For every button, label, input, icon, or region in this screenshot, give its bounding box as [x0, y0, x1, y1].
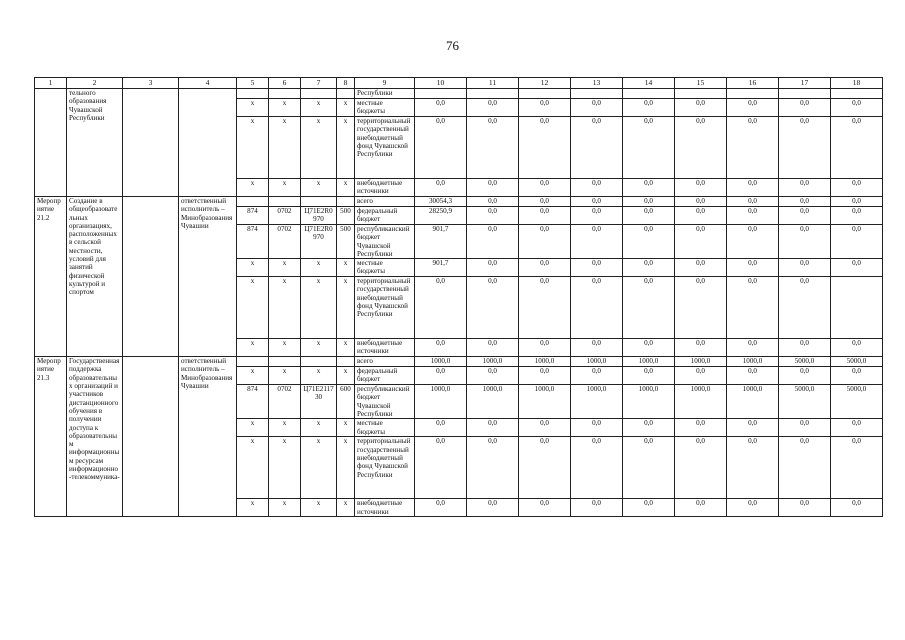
amount-cell: 0,0 — [571, 225, 623, 259]
expense-type-cell: 500 — [337, 207, 355, 225]
grbs-cell: x — [237, 339, 269, 357]
amount-cell: 0,0 — [467, 277, 519, 339]
amount-cell: 901,7 — [415, 225, 467, 259]
amount-cell: 0,0 — [571, 499, 623, 517]
grbs-cell: x — [237, 99, 269, 117]
page-number: 76 — [446, 38, 459, 53]
amount-cell: 0,0 — [727, 259, 779, 277]
section-code-cell: x — [269, 117, 301, 179]
header-cell: 12 — [519, 78, 571, 89]
amount-cell: 0,0 — [415, 419, 467, 437]
amount-cell: 0,0 — [519, 179, 571, 197]
amount-cell: 0,0 — [415, 499, 467, 517]
amount-cell: 0,0 — [519, 225, 571, 259]
amount-cell: 0,0 — [623, 277, 675, 339]
amount-cell: 0,0 — [467, 225, 519, 259]
funding-source-cell: территориальный государственный внебюджетный фонд Чувашской Республики — [355, 437, 415, 499]
header-cell: 9 — [355, 78, 415, 89]
funding-source-cell: местные бюджеты — [355, 259, 415, 277]
amount-cell: 0,0 — [623, 367, 675, 385]
section-code-cell — [269, 357, 301, 367]
expense-type-cell: x — [337, 419, 355, 437]
amount-cell: 0,0 — [519, 339, 571, 357]
amount-cell: 0,0 — [519, 499, 571, 517]
amount-cell: 0,0 — [519, 117, 571, 179]
amount-cell: 0,0 — [727, 117, 779, 179]
amount-cell: 0,0 — [467, 339, 519, 357]
amount-cell — [831, 277, 883, 339]
table-row — [35, 357, 883, 367]
amount-cell: 0,0 — [571, 207, 623, 225]
amount-cell: 0,0 — [831, 207, 883, 225]
header-cell: 13 — [571, 78, 623, 89]
target-article-cell: x — [301, 277, 337, 339]
amount-cell: 901,7 — [415, 259, 467, 277]
amount-cell: 0,0 — [831, 499, 883, 517]
amount-cell: 0,0 — [571, 117, 623, 179]
amount-cell: 0,0 — [831, 197, 883, 207]
section-code-cell: x — [269, 277, 301, 339]
amount-cell: 1000,0 — [571, 385, 623, 419]
target-article-cell: x — [301, 367, 337, 385]
amount-cell: 1000,0 — [467, 357, 519, 367]
amount-cell: 0,0 — [623, 117, 675, 179]
amount-cell: 0,0 — [571, 197, 623, 207]
amount-cell: 0,0 — [571, 419, 623, 437]
expense-type-cell — [337, 357, 355, 367]
target-article-cell: x — [301, 117, 337, 179]
amount-cell: 0,0 — [675, 225, 727, 259]
amount-cell: 0,0 — [467, 117, 519, 179]
amount-cell: 0,0 — [415, 99, 467, 117]
amount-cell: 5000,0 — [779, 357, 831, 367]
amount-cell: 1000,0 — [623, 357, 675, 367]
amount-cell: 0,0 — [779, 207, 831, 225]
amount-cell: 0,0 — [623, 419, 675, 437]
funding-source-cell: всего — [355, 357, 415, 367]
amount-cell: 0,0 — [467, 499, 519, 517]
expense-type-cell: x — [337, 117, 355, 179]
amount-cell: 0,0 — [675, 499, 727, 517]
header-cell: 8 — [337, 78, 355, 89]
section-code-cell: 0702 — [269, 207, 301, 225]
amount-cell: 1000,0 — [727, 385, 779, 419]
section-code-cell: x — [269, 99, 301, 117]
target-article-cell: x — [301, 99, 337, 117]
amount-cell — [519, 89, 571, 99]
amount-cell: 0,0 — [519, 99, 571, 117]
amount-cell: 0,0 — [519, 277, 571, 339]
expense-type-cell: x — [337, 99, 355, 117]
target-article-cell: Ц71Е211730 — [301, 385, 337, 419]
amount-cell: 0,0 — [571, 259, 623, 277]
amount-cell: 0,0 — [519, 419, 571, 437]
amount-cell: 0,0 — [467, 419, 519, 437]
amount-cell: 0,0 — [675, 99, 727, 117]
amount-cell: 0,0 — [623, 499, 675, 517]
amount-cell: 1000,0 — [675, 357, 727, 367]
target-article-cell: Ц71Е2R0970 — [301, 207, 337, 225]
amount-cell: 0,0 — [675, 197, 727, 207]
amount-cell: 1000,0 — [675, 385, 727, 419]
amount-cell: 0,0 — [623, 207, 675, 225]
amount-cell: 0,0 — [779, 99, 831, 117]
program-cell — [123, 197, 179, 357]
measure-id-cell — [35, 89, 67, 197]
header-cell: 4 — [179, 78, 237, 89]
header-cell: 6 — [269, 78, 301, 89]
amount-cell: 0,0 — [415, 367, 467, 385]
amount-cell: 0,0 — [519, 367, 571, 385]
header-cell: 2 — [67, 78, 123, 89]
amount-cell: 0,0 — [467, 437, 519, 499]
amount-cell: 0,0 — [675, 437, 727, 499]
target-article-cell: x — [301, 419, 337, 437]
expense-type-cell: x — [337, 367, 355, 385]
expense-type-cell: x — [337, 277, 355, 339]
grbs-cell: x — [237, 277, 269, 339]
amount-cell: 5000,0 — [779, 385, 831, 419]
section-code-cell: 0702 — [269, 385, 301, 419]
amount-cell — [415, 89, 467, 99]
amount-cell: 0,0 — [831, 225, 883, 259]
amount-cell: 1000,0 — [415, 385, 467, 419]
section-code-cell: x — [269, 419, 301, 437]
measure-name-cell: Создание в общеобразовательных организациях, расположенных в сельской местности, условий для занятий физической культурой и спортом — [67, 197, 123, 357]
target-article-cell — [301, 357, 337, 367]
amount-cell: 0,0 — [727, 499, 779, 517]
header-cell: 15 — [675, 78, 727, 89]
amount-cell: 0,0 — [831, 259, 883, 277]
amount-cell: 0,0 — [467, 367, 519, 385]
executor-cell — [179, 89, 237, 197]
amount-cell: 0,0 — [727, 197, 779, 207]
executor-cell: ответственный исполнитель – Минобразования Чувашии — [179, 197, 237, 357]
section-code-cell — [269, 197, 301, 207]
amount-cell: 0,0 — [467, 179, 519, 197]
amount-cell: 0,0 — [831, 117, 883, 179]
amount-cell: 0,0 — [467, 259, 519, 277]
amount-cell: 0,0 — [623, 437, 675, 499]
expense-type-cell: x — [337, 339, 355, 357]
section-code-cell: x — [269, 339, 301, 357]
target-article-cell: Ц71Е2R0970 — [301, 225, 337, 259]
section-code-cell: 0702 — [269, 225, 301, 259]
header-cell: 17 — [779, 78, 831, 89]
grbs-cell — [237, 357, 269, 367]
amount-cell: 0,0 — [675, 259, 727, 277]
amount-cell: 0,0 — [779, 197, 831, 207]
amount-cell: 1000,0 — [571, 357, 623, 367]
amount-cell — [779, 89, 831, 99]
amount-cell: 0,0 — [727, 339, 779, 357]
amount-cell: 0,0 — [519, 437, 571, 499]
expense-type-cell: x — [337, 437, 355, 499]
expense-type-cell: 600 — [337, 385, 355, 419]
header-cell: 3 — [123, 78, 179, 89]
target-article-cell: x — [301, 259, 337, 277]
amount-cell: 0,0 — [779, 437, 831, 499]
funding-source-cell: республиканский бюджет Чувашской Республики — [355, 385, 415, 419]
amount-cell: 0,0 — [727, 277, 779, 339]
grbs-cell: x — [237, 117, 269, 179]
target-article-cell: x — [301, 437, 337, 499]
target-article-cell: x — [301, 339, 337, 357]
expense-type-cell: x — [337, 179, 355, 197]
amount-cell — [675, 89, 727, 99]
header-cell: 18 — [831, 78, 883, 89]
grbs-cell: x — [237, 367, 269, 385]
amount-cell — [831, 89, 883, 99]
funding-source-cell: республиканский бюджет Чувашской Республики — [355, 225, 415, 259]
amount-cell: 0,0 — [675, 277, 727, 339]
amount-cell: 0,0 — [779, 499, 831, 517]
amount-cell: 0,0 — [519, 207, 571, 225]
measure-name-cell: тельного образования Чувашской Республики — [67, 89, 123, 197]
amount-cell: 0,0 — [467, 197, 519, 207]
amount-cell: 0,0 — [779, 117, 831, 179]
amount-cell: 5000,0 — [831, 357, 883, 367]
header-row — [35, 78, 883, 89]
funding-source-cell: федеральный бюджет — [355, 367, 415, 385]
header-cell: 10 — [415, 78, 467, 89]
amount-cell: 0,0 — [571, 437, 623, 499]
expense-type-cell — [337, 197, 355, 207]
measure-name-cell: Государственная поддержка образовательных организаций и участников дистанционного обучения в получении доступа к образовательным информационным ресурсам информационно-телекоммуника- — [67, 357, 123, 517]
funding-source-cell: Республики — [355, 89, 415, 99]
amount-cell: 0,0 — [519, 197, 571, 207]
section-code-cell: x — [269, 259, 301, 277]
header-cell: 14 — [623, 78, 675, 89]
grbs-cell: 874 — [237, 207, 269, 225]
amount-cell: 0,0 — [571, 99, 623, 117]
grbs-cell: x — [237, 499, 269, 517]
amount-cell: 0,0 — [727, 99, 779, 117]
header-cell: 16 — [727, 78, 779, 89]
grbs-cell: 874 — [237, 225, 269, 259]
amount-cell: 0,0 — [779, 419, 831, 437]
header-cell: 1 — [35, 78, 67, 89]
target-article-cell — [301, 197, 337, 207]
expense-type-cell: x — [337, 259, 355, 277]
amount-cell: 0,0 — [779, 367, 831, 385]
target-article-cell: x — [301, 179, 337, 197]
funding-source-cell: территориальный государственный внебюджетный фонд Чувашской Республики — [355, 277, 415, 339]
section-code-cell: x — [269, 499, 301, 517]
expense-type-cell: x — [337, 499, 355, 517]
table-row — [35, 89, 883, 99]
measure-id-cell: Мероприятие 21.3 — [35, 357, 67, 517]
amount-cell: 0,0 — [467, 207, 519, 225]
grbs-cell: x — [237, 179, 269, 197]
amount-cell — [467, 89, 519, 99]
amount-cell: 0,0 — [415, 179, 467, 197]
funding-source-cell: местные бюджеты — [355, 99, 415, 117]
amount-cell: 0,0 — [571, 179, 623, 197]
amount-cell: 0,0 — [623, 339, 675, 357]
amount-cell: 0,0 — [831, 367, 883, 385]
funding-source-cell: федеральный бюджет — [355, 207, 415, 225]
section-code-cell: x — [269, 367, 301, 385]
amount-cell: 0,0 — [779, 339, 831, 357]
amount-cell: 0,0 — [675, 179, 727, 197]
amount-cell: 0,0 — [623, 179, 675, 197]
program-cell — [123, 357, 179, 517]
amount-cell: 0,0 — [831, 419, 883, 437]
amount-cell: 30054,3 — [415, 197, 467, 207]
amount-cell: 0,0 — [623, 225, 675, 259]
amount-cell: 0,0 — [779, 179, 831, 197]
amount-cell — [623, 89, 675, 99]
amount-cell: 1000,0 — [467, 385, 519, 419]
amount-cell: 0,0 — [415, 437, 467, 499]
program-cell — [123, 89, 179, 197]
amount-cell: 0,0 — [727, 207, 779, 225]
amount-cell: 0,0 — [675, 419, 727, 437]
section-code-cell: x — [269, 179, 301, 197]
funding-source-cell: территориальный государственный внебюджетный фонд Чувашской Республики — [355, 117, 415, 179]
funding-source-cell: местные бюджеты — [355, 419, 415, 437]
header-cell: 7 — [301, 78, 337, 89]
header-cell: 11 — [467, 78, 519, 89]
header-cell: 5 — [237, 78, 269, 89]
amount-cell: 0,0 — [727, 225, 779, 259]
grbs-cell: x — [237, 419, 269, 437]
amount-cell: 0,0 — [675, 117, 727, 179]
budget-table — [34, 77, 883, 517]
amount-cell: 1000,0 — [623, 385, 675, 419]
funding-source-cell: внебюджетные источники — [355, 339, 415, 357]
amount-cell: 0,0 — [571, 367, 623, 385]
amount-cell: 0,0 — [831, 99, 883, 117]
amount-cell: 28250,9 — [415, 207, 467, 225]
amount-cell: 0,0 — [675, 367, 727, 385]
funding-source-cell: внебюджетные источники — [355, 499, 415, 517]
amount-cell: 5000,0 — [831, 385, 883, 419]
amount-cell: 0,0 — [727, 367, 779, 385]
amount-cell: 0,0 — [779, 225, 831, 259]
amount-cell: 0,0 — [675, 339, 727, 357]
amount-cell: 0,0 — [727, 437, 779, 499]
amount-cell: 0,0 — [675, 207, 727, 225]
amount-cell: 0,0 — [831, 437, 883, 499]
grbs-cell: x — [237, 437, 269, 499]
amount-cell: 0,0 — [623, 259, 675, 277]
amount-cell: 0,0 — [571, 339, 623, 357]
amount-cell: 0,0 — [415, 117, 467, 179]
amount-cell: 1000,0 — [519, 385, 571, 419]
amount-cell: 0,0 — [415, 277, 467, 339]
amount-cell: 0,0 — [779, 277, 831, 339]
amount-cell: 1000,0 — [727, 357, 779, 367]
amount-cell: 1000,0 — [519, 357, 571, 367]
expense-type-cell: 500 — [337, 225, 355, 259]
target-article-cell: x — [301, 499, 337, 517]
amount-cell: 0,0 — [467, 99, 519, 117]
target-article-cell — [301, 89, 337, 99]
amount-cell: 0,0 — [831, 339, 883, 357]
measure-id-cell: Мероприятие 21.2 — [35, 197, 67, 357]
amount-cell: 0,0 — [831, 179, 883, 197]
amount-cell: 0,0 — [623, 99, 675, 117]
amount-cell: 0,0 — [571, 277, 623, 339]
amount-cell: 0,0 — [779, 259, 831, 277]
amount-cell: 0,0 — [415, 339, 467, 357]
amount-cell: 0,0 — [519, 259, 571, 277]
amount-cell: 0,0 — [623, 197, 675, 207]
grbs-cell — [237, 197, 269, 207]
amount-cell: 1000,0 — [415, 357, 467, 367]
section-code-cell: x — [269, 437, 301, 499]
grbs-cell — [237, 89, 269, 99]
section-code-cell — [269, 89, 301, 99]
grbs-cell: x — [237, 259, 269, 277]
amount-cell: 0,0 — [727, 419, 779, 437]
amount-cell — [571, 89, 623, 99]
expense-type-cell — [337, 89, 355, 99]
amount-cell — [727, 89, 779, 99]
executor-cell: ответственный исполнитель – Минобразования Чувашии — [179, 357, 237, 517]
table-body — [35, 78, 883, 517]
amount-cell: 0,0 — [727, 179, 779, 197]
table-row — [35, 197, 883, 207]
funding-source-cell: внебюджетные источники — [355, 179, 415, 197]
funding-source-cell: всего — [355, 197, 415, 207]
grbs-cell: 874 — [237, 385, 269, 419]
